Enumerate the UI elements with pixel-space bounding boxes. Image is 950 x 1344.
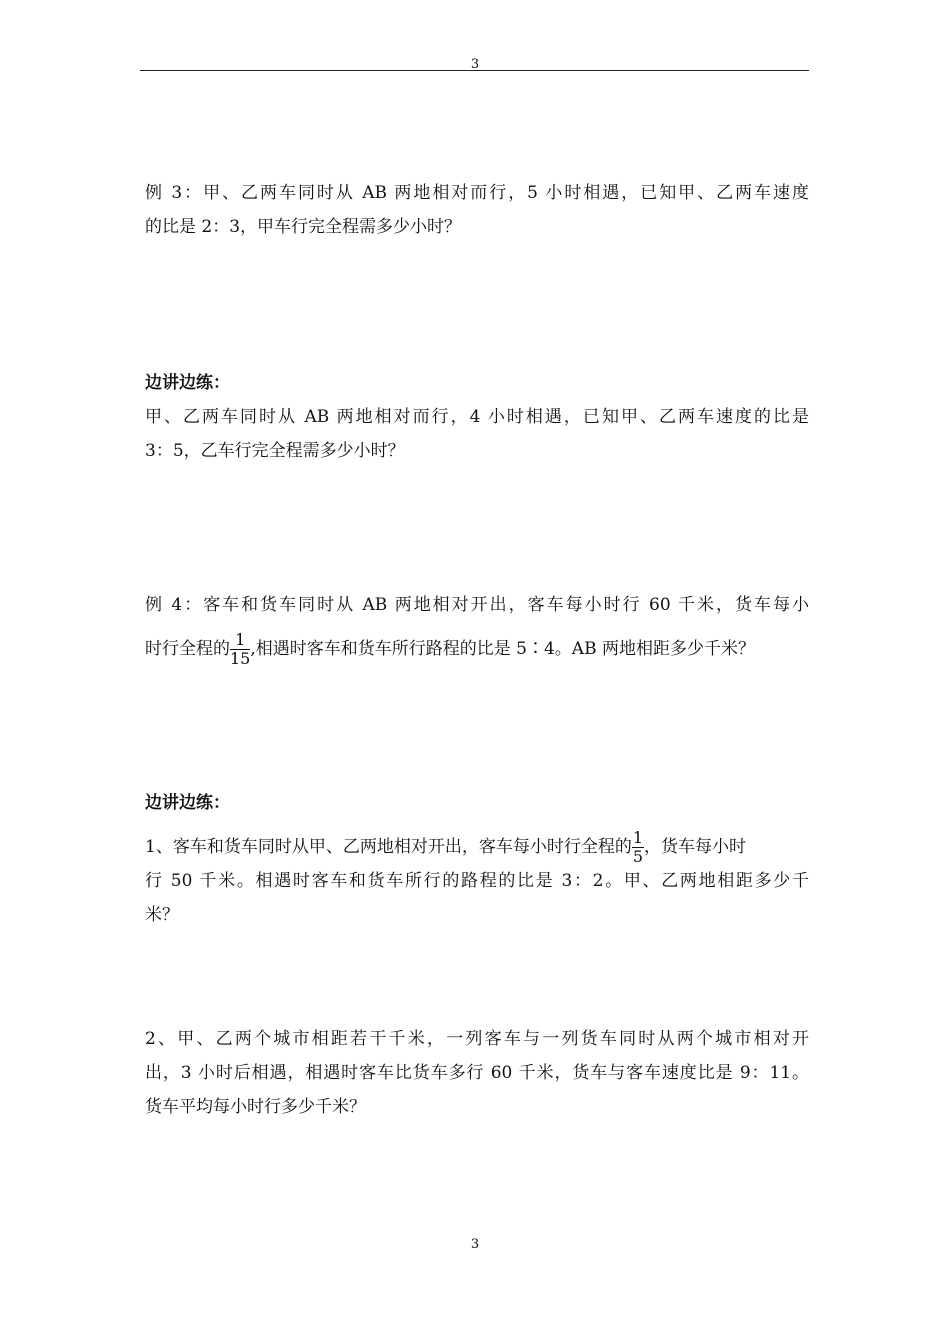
example-3 xyxy=(145,176,809,244)
practice-1-line-2: 3：5，乙车行完全程需多少小时？ xyxy=(145,441,405,461)
practice-2-q1-line-2: 行 50 千米。相遇时客车和货车所行的路程的比是 3：2。甲、乙两地相距多少千 xyxy=(145,871,809,891)
practice-section-1 xyxy=(145,366,809,468)
header-page-number: 3 xyxy=(470,57,480,72)
practice-2-q2-line-1: 2、甲、乙两个城市相距若干千米，一列客车与一列货车同时从两个城市相对开 xyxy=(145,1029,809,1049)
q1-line-1-start: 1、客车和货车同时从甲、乙两地相对开出，客车每小时行全程的 xyxy=(145,837,632,857)
example-4 xyxy=(145,588,809,666)
fraction-one-fifteenth xyxy=(230,632,250,667)
practice-2-q2-line-2: 出，3 小时后相遇，相遇时客车比货车多行 60 千米，货车与客车速度比是 9：11。 xyxy=(145,1063,809,1083)
header-rule xyxy=(140,70,809,71)
practice-2-question-2 xyxy=(145,1022,809,1124)
example-4-line-2-end: ,相遇时客车和货车所行路程的比是 5∶4。AB 两地相距多少千米？ xyxy=(250,639,755,659)
footer-page-number: 3 xyxy=(470,1237,480,1252)
example-4-line-2-start: 时行全程的 xyxy=(145,639,230,659)
example-4-line-2 xyxy=(145,632,809,666)
example-4-line-1: 例 4：客车和货车同时从 AB 两地相对开出，客车每小时行 60 千米，货车每小 xyxy=(145,595,809,615)
practice-2-q2-line-3: 货车平均每小时行多少千米？ xyxy=(145,1097,366,1117)
practice-heading-1: 边讲边练： xyxy=(145,373,230,393)
practice-heading-2: 边讲边练： xyxy=(145,793,230,813)
fraction-numerator: 1 xyxy=(230,632,250,650)
practice-2-q1-line-1 xyxy=(145,830,809,864)
q1-line-1-end: ，货车每小时 xyxy=(644,837,747,857)
practice-1-line-1: 甲、乙两车同时从 AB 两地相对而行，4 小时相遇，已知甲、乙两车速度的比是 xyxy=(145,407,809,427)
fraction-denominator: 5 xyxy=(632,847,644,866)
practice-section-2 xyxy=(145,786,809,932)
practice-2-q1-line-3: 米？ xyxy=(145,905,179,925)
example-3-line-2: 的比是 2：3，甲车行完全程需多少小时？ xyxy=(145,217,462,237)
fraction-denominator: 15 xyxy=(230,649,251,668)
fraction-one-fifth xyxy=(632,830,644,865)
example-3-line-1: 例 3：甲、乙两车同时从 AB 两地相对而行，5 小时相遇，已知甲、乙两车速度 xyxy=(145,183,809,203)
fraction-numerator: 1 xyxy=(632,828,644,847)
